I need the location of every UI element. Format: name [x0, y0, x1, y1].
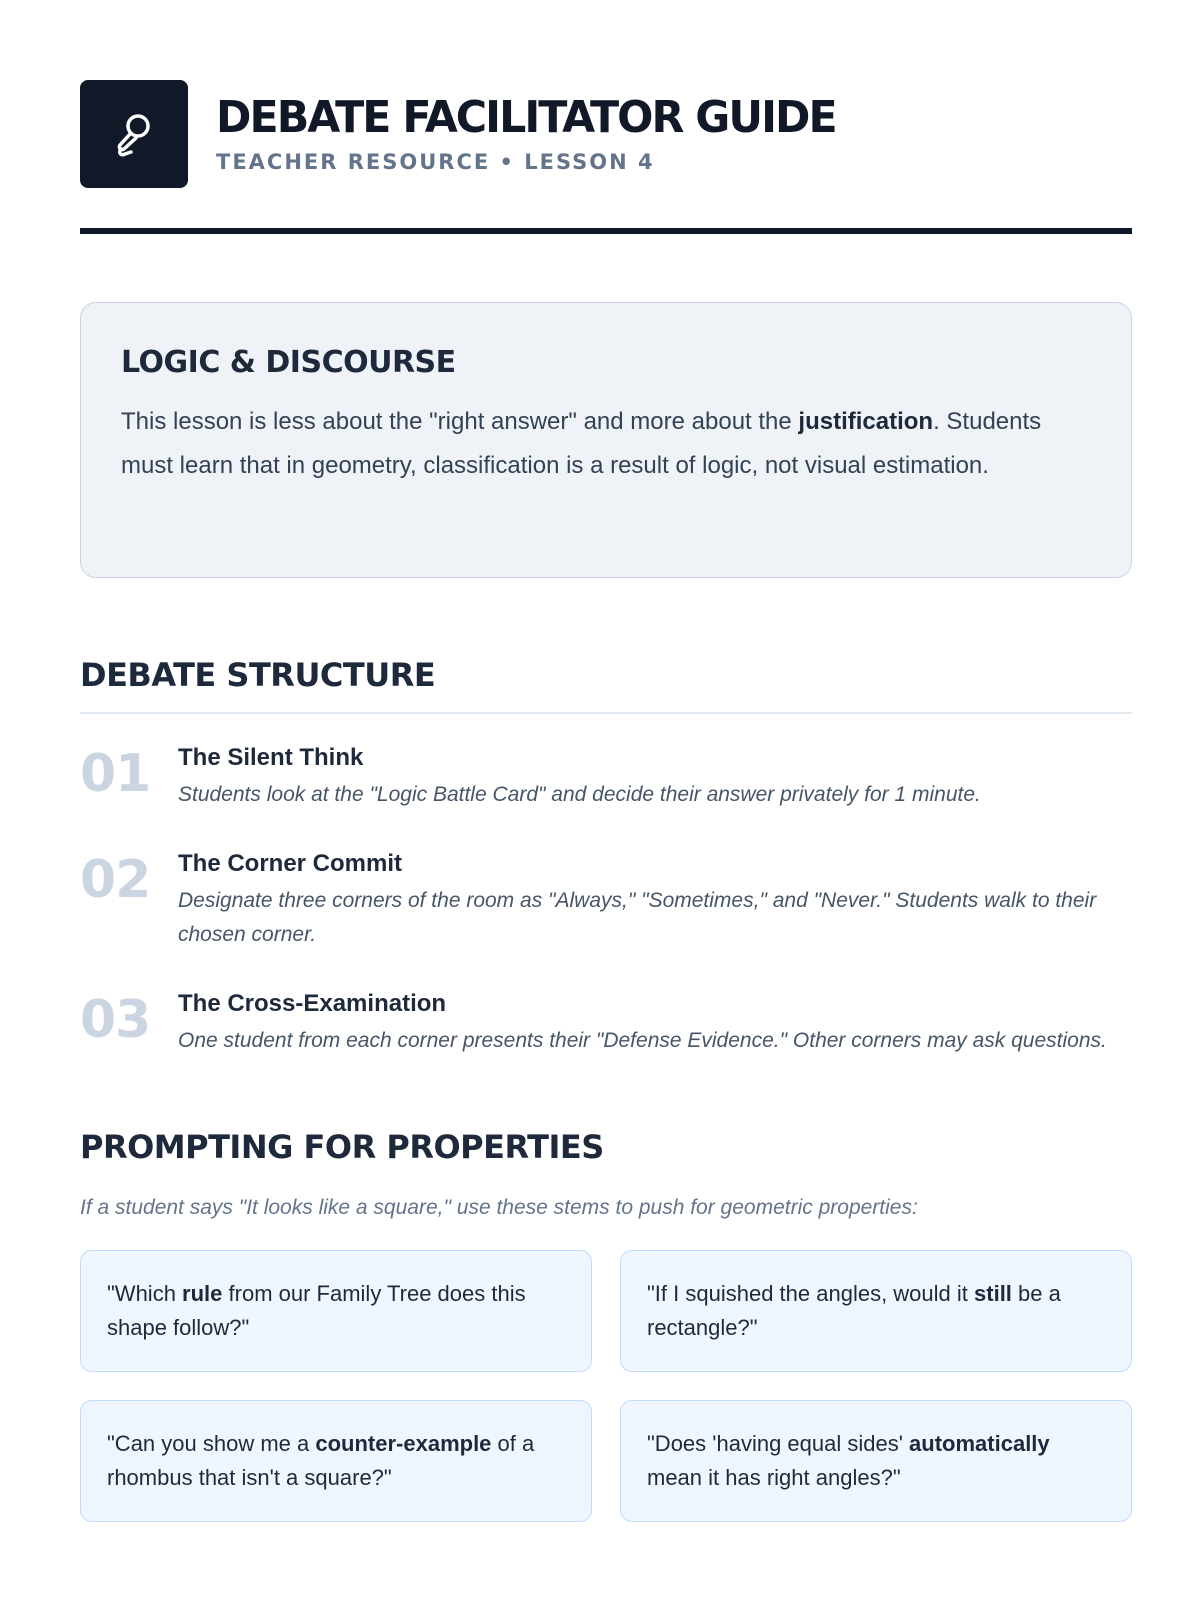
step-item — [80, 742, 1132, 812]
step-description: One student from each corner presents their "Defense Evidence." Other corners may ask questions. — [178, 1028, 1107, 1052]
step-item — [80, 988, 1132, 1058]
prompt-emphasis: counter-example — [315, 1430, 492, 1456]
prompt-text: "Can you show me a — [107, 1430, 316, 1456]
step-body — [178, 848, 1132, 952]
prompt-emphasis: automatically — [909, 1430, 1050, 1456]
prompt-text: be a rectangle?" — [647, 1280, 1061, 1340]
step-list — [80, 742, 1132, 1058]
page-subtitle: TEACHER RESOURCE • LESSON 4 — [216, 150, 655, 175]
prompt-card — [620, 1250, 1132, 1372]
intro-card — [80, 302, 1132, 578]
microphone-icon — [107, 107, 161, 161]
prompt-grid — [80, 1250, 1132, 1522]
page-title: DEBATE FACILITATOR GUIDE — [216, 91, 836, 143]
intro-text-end: . Students must learn that in geometry, classification is a result of logic, not visual estimation. — [121, 408, 1042, 479]
intro-text — [121, 400, 1091, 488]
step-number: 02 — [80, 849, 151, 910]
step-description: Designate three corners of the room as "Always," "Sometimes," and "Never." Students walk to their chosen corner. — [178, 888, 1097, 946]
step-body — [178, 742, 1132, 812]
prompt-text: from our Family Tree does this shape follow?" — [107, 1280, 526, 1340]
prompt-card — [80, 1400, 592, 1522]
step-number: 03 — [80, 989, 151, 1050]
structure-heading: DEBATE STRUCTURE — [80, 656, 436, 694]
prompt-emphasis: still — [974, 1280, 1012, 1306]
title-block — [216, 91, 855, 175]
prompting-heading: PROMPTING FOR PROPERTIES — [80, 1127, 604, 1166]
intro-heading: LOGIC & DISCOURSE — [121, 345, 456, 380]
step-title: The Cross-Examination — [178, 989, 447, 1017]
step-body — [178, 988, 1132, 1058]
prompt-text: mean it has right angles?" — [647, 1464, 901, 1490]
step-number: 01 — [80, 743, 151, 804]
step-title: The Silent Think — [178, 743, 364, 771]
prompt-card — [80, 1250, 592, 1372]
guide-page — [80, 80, 1132, 1522]
step-title: The Corner Commit — [178, 849, 403, 877]
prompt-text: "If I squished the angles, would it — [647, 1280, 975, 1306]
page-header — [80, 80, 1132, 188]
intro-text-start: This lesson is less about the "right answer" and more about the — [121, 408, 799, 435]
logo-badge — [80, 80, 188, 188]
section-divider — [80, 712, 1132, 714]
step-item — [80, 848, 1132, 952]
step-description: Students look at the "Logic Battle Card" and decide their answer privately for 1 minute. — [178, 782, 981, 806]
prompt-text: of a rhombus that isn't a square?" — [107, 1430, 535, 1490]
intro-text-emphasis: justification — [798, 408, 934, 435]
prompt-card — [620, 1400, 1132, 1522]
header-divider — [80, 228, 1132, 234]
prompt-text: "Does 'having equal sides' — [647, 1430, 910, 1456]
prompting-intro: If a student says "It looks like a square," use these stems to push for geometric properties: — [80, 1195, 918, 1219]
prompt-text: "Which — [107, 1280, 183, 1306]
prompt-emphasis: rule — [182, 1280, 223, 1306]
